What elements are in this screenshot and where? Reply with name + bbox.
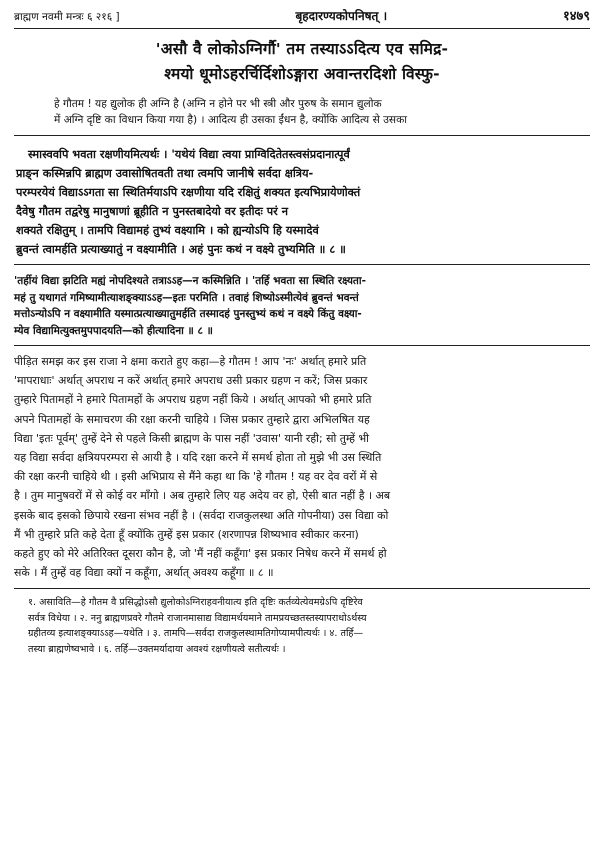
anuvad-line: सके । मैं तुम्हें वह विद्या क्यों न कहूँगा, अर्थात् अवश्य कहूँगा ॥ ८ ॥ — [14, 566, 274, 580]
anuvad-line: पीड़ित समझ कर इस राजा ने क्षमा कराते हुए कहा—हे गौतम ! आप 'नः' अर्थात् हमारे प्रति — [14, 355, 367, 368]
section-divider — [14, 264, 590, 265]
hindi-anuvad — [14, 352, 590, 582]
mantra-line: श्मयो धूमोऽहरर्चिर्दिशोऽङ्गारा अवान्तरदिशो विस्फु- — [164, 65, 440, 83]
translation-line: हे गौतम ! यह द्युलोक ही अग्नि है (अग्नि न होने पर भी स्त्री और पुरुष के समान द्युलोक — [54, 98, 382, 110]
footnote-line: तस्या ब्राह्मणेष्वभावे । ६. तर्हि—उक्तमर्यादाया अवश्यं रक्षणीयत्वे सतीत्यर्थः । — [28, 643, 286, 655]
footnote-line: ग्रहीतव्य इत्याशङ्क्याऽऽह—यथेति । ३. तामपि—सर्वदा राजकुलस्थामतिगोप्यामपीत्यर्थः । ४. तर्हि— — [28, 628, 364, 640]
tika-line: 'तर्हीयं विद्या झटिति मह्यं नोपदिश्यते तत्राऽऽह—न कस्मिन्निति । 'तर्हि भवता सा स्थिति रक्ष्यता- — [14, 275, 366, 287]
header-book-title: बृहदारण्यकोपनिषत् । — [295, 9, 388, 23]
footnote-line: सर्वत्र विधेया । २. ननु ब्राह्मणप्रवरे गौतमे राजानमासाद्य विद्यामर्थयमाने तामप्रयच्छतस्तस्यापराधोऽर्थस्य — [28, 612, 367, 624]
tika-subcommentary — [14, 273, 590, 339]
tika-line: मत्तोऽन्योऽपि न वक्ष्यामीति यस्मात्प्रत्याख्यातुमर्हति तस्मादहं पुनस्तुभ्यं कथं न वक्ष्ये किंतु वक्ष्या- — [14, 308, 362, 320]
bhashya-line: शक्यते रक्षितुम् । तामपि विद्यामहं तुभ्यं वक्ष्यामि । को ह्यन्योऽपि हि यस्मादेवं — [16, 224, 319, 237]
anuvad-line: है । तुम मानुषवरों में से कोई वर माँगो । अब तुम्हारे लिए यह अदेय वर हो, ऐसी बात नहीं है । अब — [14, 489, 391, 503]
bhashya-line: परम्परयेयं विद्याऽऽगता सा स्थितिर्मयाऽपि रक्षणीया यदि रक्षितुं शक्यत इत्यभिप्रायेणोक्तं — [16, 186, 361, 199]
tika-line: महं तु यथागतं गमिष्यामीत्याशङ्क्याऽऽह—इतः परमिति । तवाहं शिष्योऽस्मीत्येवं ब्रुवन्तं भवन्तं — [14, 291, 359, 304]
bhashya-line: ब्रुवन्तं त्वामर्हति प्रत्याख्यातुं न वक्ष्यामीति । अहं पुनः कथं न वक्ष्ये तुभ्यमिति ॥ ८ ॥ — [16, 243, 346, 256]
anuvad-line: मैं भी तुम्हारे प्रति कहे देता हूँ क्योंकि तुम्हें इस प्रकार (शरणापन्न शिष्यभाव स्वीकार करना) — [14, 527, 359, 541]
mantra-text — [14, 37, 590, 87]
footnotes — [14, 595, 590, 657]
footnote-divider — [14, 588, 590, 589]
section-divider — [14, 345, 590, 346]
anuvad-line: कहते हुए को मेरे अतिरिक्त दूसरा कौन है, जो 'मैं नहीं कहूँगा' इस प्रकार निषेध करने में समर्थ हो — [14, 547, 387, 561]
anuvad-line: की रक्षा करनी चाहिये थी । इसी अभिप्राय से मैंने कहा था कि 'हे गौतम ! यह वर देव वरों में से — [14, 470, 378, 484]
bhashya-commentary — [14, 145, 590, 259]
book-page — [14, 6, 590, 657]
bhashya-line: दैवेषु गौतम तद्वरेषु मानुषाणां ब्रूहीति न पुनस्तबादेयो वर इतीदः परं न — [16, 205, 288, 218]
anuvad-line: इसके बाद इसको छिपाये रखना संभव नहीं है । (सर्वदा राजकुलस्था अति गोपनीया) उस विद्या को — [14, 508, 389, 522]
anuvad-line: तुम्हारे पितामहों ने हमारे पितामहों के अपराध ग्रहण नहीं किये । अर्थात् आपको भी हमारे प्रति — [14, 393, 372, 407]
anuvad-line: अपने पितामहों के समाचरण की रक्षा करनी चाहिये । जिस प्रकार तुम्हारे द्वारा अभिलषित यह — [14, 412, 370, 426]
header-page-number: १४७९ — [562, 9, 590, 24]
translation-line: में अग्नि दृष्टि का विधान किया गया है) । आदित्य ही उसका ईंधन है, क्योंकि आदित्य से उसका — [54, 114, 407, 126]
footnote-line: १. असाविति—हे गौतम वै प्रसिद्धोऽसौ द्युलोकोऽग्निराहवनीयात्य इति दृष्टिः कर्तव्येत्येवमग्रेऽपि दृष्टिरेव — [28, 597, 363, 609]
anuvad-line: 'मापराधाः' अर्थात् अपराध न करें अर्थात् हमारे अपराध उसी प्रकार ग्रहण न करें; जिस प्रकार — [14, 374, 368, 388]
mantra-line: 'असौ वै लोकोऽग्निर्गौ' तम तस्याऽऽदित्य एव समिद्र- — [155, 40, 449, 58]
bhashya-line: प्राङ्न कस्मिन्नपि ब्राह्मण उवासोषितवती तथा त्वमपि जानीषे सर्वदा क्षत्रिय- — [16, 167, 314, 180]
header-section-ref: ब्राह्मण नवमी मन्त्रः ६ २१६ ] — [14, 11, 120, 23]
anuvad-line: विद्या 'इतः पूर्वम्' तुम्हें देने से पहले किसी ब्राह्मण के पास नहीं 'उवास' यानी रही; सो तुम्हें भी — [14, 431, 369, 445]
running-header — [14, 6, 590, 29]
section-divider — [14, 135, 590, 136]
mantra-hindi-translation — [54, 96, 590, 128]
bhashya-line: स्मास्ववपि भवता रक्षणीयमित्यर्थः । 'यथेयं विद्या त्वया प्राग्विदितेतस्त्वसंप्रदानात्पूर्वं — [28, 148, 350, 161]
tika-line: म्येव विद्यामित्युक्तमुपपादयति—को हीत्यादिना ॥ ८ ॥ — [14, 324, 213, 337]
anuvad-line: यह विद्या सर्वदा क्षत्रियपरम्परा से आयी है । यदि रक्षा करने में समर्थ होता तो मुझे भी उस स्थिति — [14, 451, 382, 465]
